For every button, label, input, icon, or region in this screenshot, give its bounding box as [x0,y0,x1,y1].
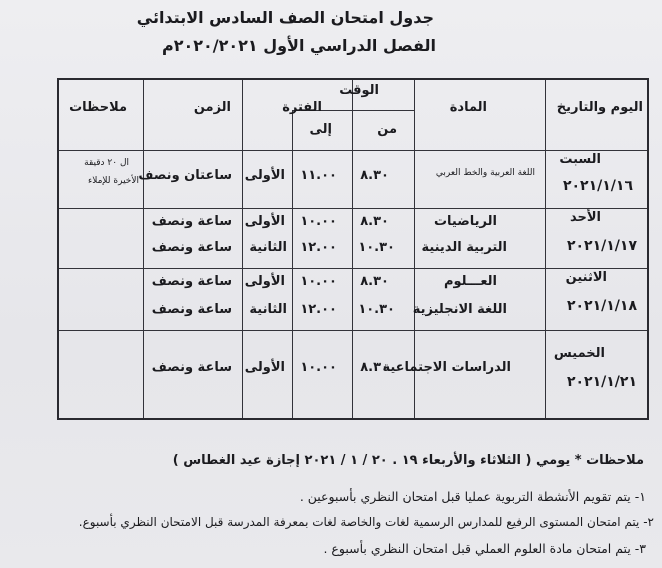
header-to: إلى [309,122,332,137]
column-divider [242,80,243,418]
notes-heading: ملاحظات * يومي ( الثلاثاء والأربعاء ١٩ . ٢٠ / ١ / ٢٠٢١ إجازة عيد الغطاس ) [172,453,644,468]
row-to: ١٢.٠٠ [300,240,337,255]
note-item: ٣- يتم امتحان مادة العلوم العملي قبل امتحان النظري بأسبوع . [323,541,646,556]
header-subject: المادة [449,100,487,115]
note-item: ٢- يتم امتحان المستوى الرفيع للمدارس الرسمية لغات والخاصة لغات بمعرفة المدرسة قبل الامتحان النظري بأسبوع. [78,515,654,529]
row-duration: ساعة ونصف [151,360,232,375]
row-date: ٢٠٢١/١/١٨ [566,298,637,314]
row-divider [59,208,647,209]
row-from: ٨.٣٠ [360,214,389,229]
row-subject: الدراسات الاجتماعية [382,360,511,375]
row-date: ٢٠٢١/١/٢١ [566,374,637,390]
row-subject: العـــلوم [444,274,497,289]
row-from: ٨.٣٠ [360,168,389,183]
header-from: من [377,122,397,137]
row-to: ١٢.٠٠ [300,302,337,317]
row-duration: ساعة ونصف [151,302,232,317]
row-day: الخميس [553,346,605,361]
row-divider [59,330,647,331]
row-to: ١٠.٠٠ [300,214,337,229]
row-duration: ساعة ونصف [151,274,232,289]
header-time: الوقت [339,83,379,98]
row-from: ٨.٣٠ [360,360,389,375]
exam-schedule-table [57,78,649,420]
row-divider [59,150,647,151]
page-title: جدول امتحان الصف السادس الابتدائي [136,8,434,27]
row-divider [59,268,647,269]
row-date: ٢٠٢١/١/١٧ [566,238,637,254]
row-subject: اللغة العربية والخط العربي [435,168,535,178]
column-divider [292,110,293,418]
row-day: السبت [559,152,601,167]
column-divider [352,80,353,418]
note-item: ١- يتم تقويم الأنشطة التربوية عمليا قبل امتحان النظري بأسبوعين . [299,489,646,504]
header-period: الفترة [282,100,322,115]
row-day: الاثنين [565,270,607,285]
row-subject: الرياضيات [433,214,497,229]
row-period: الأولى [244,360,285,375]
row-day: الأحد [569,210,601,225]
header-remarks: ملاحظات [69,100,127,115]
row-period: الأولى [244,274,285,289]
row-period: الأولى [244,214,285,229]
row-subject: التربية الدينية [421,240,507,255]
row-period: الثانية [249,302,287,317]
row-duration: ساعتان ونصف [138,168,232,183]
column-divider [545,80,546,418]
row-remark: ال ٢٠ دقيقة [84,158,129,168]
row-from: ١٠.٣٠ [358,302,395,317]
column-divider [143,80,144,418]
row-to: ١٠.٠٠ [300,360,337,375]
row-from: ٨.٣٠ [360,274,389,289]
row-remark: الأخيرة للإملاء [88,176,139,186]
row-date: ٢٠٢١/١/١٦ [562,178,633,194]
row-duration: ساعة ونصف [151,240,232,255]
row-from: ١٠.٣٠ [358,240,395,255]
header-duration: الزمن [193,100,231,115]
row-period: الثانية [249,240,287,255]
row-subject: اللغة الانجليزية [412,302,507,317]
page-subtitle: الفصل الدراسي الأول ٢٠٢٠/٢٠٢١م [161,36,436,55]
row-to: ١١.٠٠ [300,168,337,183]
row-period: الأولى [244,168,285,183]
row-to: ١٠.٠٠ [300,274,337,289]
row-duration: ساعة ونصف [151,214,232,229]
header-day-date: اليوم والتاريخ [556,100,643,115]
